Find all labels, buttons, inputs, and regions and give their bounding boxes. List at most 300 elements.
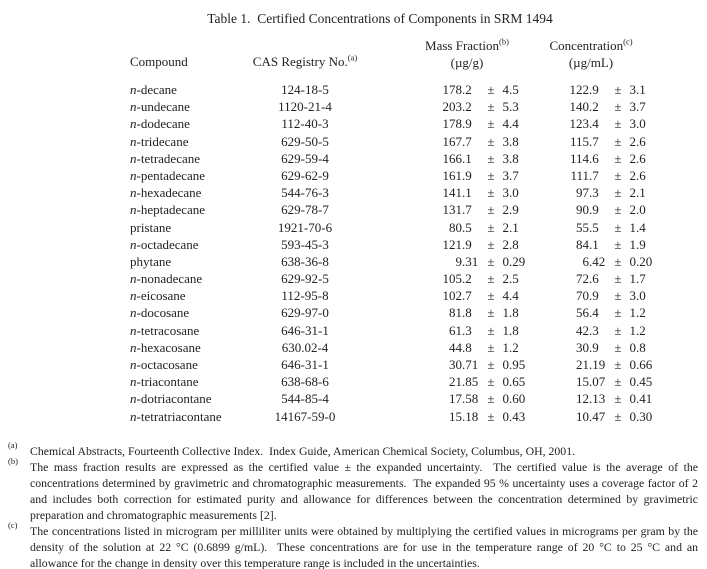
spacer — [0, 390, 130, 407]
cas-cell: 544-76-3 — [281, 185, 329, 201]
mass-int: 9 — [455, 253, 462, 269]
compound-cell — [130, 322, 245, 339]
table-row — [0, 81, 707, 98]
compound-name: -octadecane — [136, 236, 199, 252]
conc-int: 97 — [576, 185, 589, 201]
mass-int: 102 — [442, 288, 462, 304]
plus-minus-sign: ± — [487, 236, 495, 252]
cas-cell: 638-68-6 — [281, 374, 329, 390]
mass-unc-frac: .8 — [509, 150, 519, 166]
mass-unc-int: 0 — [502, 408, 509, 424]
compound-cell — [130, 236, 245, 253]
compound-name: -docosane — [136, 305, 190, 321]
conc-unc-int: 1 — [629, 219, 636, 235]
plus-minus-sign: ± — [487, 133, 495, 149]
conc-unc-int: 2 — [629, 167, 636, 183]
compound-cell — [130, 219, 245, 236]
compound-prefix: n — [130, 357, 137, 372]
footnote-text: Chemical Abstracts, Fourteenth Collective Index. Index Guide, American Chemical Society, Columbus, OH, 2001. — [30, 444, 576, 458]
plus-minus-sign: ± — [614, 219, 622, 235]
mass-frac: .58 — [462, 391, 479, 407]
conc-frac: .2 — [589, 99, 599, 115]
conc-unc-int: 2 — [629, 133, 636, 149]
plus-minus-sign: ± — [487, 374, 495, 390]
plus-minus-sign: ± — [487, 202, 495, 218]
plus-minus-sign: ± — [487, 116, 495, 132]
conc-int: 84 — [576, 236, 589, 252]
table-row — [0, 356, 707, 373]
conc-unc-frac: .6 — [636, 150, 646, 166]
mass-unc-int: 5 — [502, 99, 509, 115]
mass-fraction-unit: (µg/g) — [450, 55, 484, 70]
compound-cell — [130, 339, 245, 356]
compound-prefix: n — [130, 236, 137, 252]
mass-int: 141 — [442, 185, 462, 201]
conc-frac: .6 — [589, 271, 599, 287]
conc-unc-frac: .2 — [636, 305, 646, 321]
conc-int: 12 — [576, 391, 589, 407]
compound-prefix: n — [130, 133, 137, 149]
plus-minus-sign: ± — [614, 271, 622, 287]
conc-unc-int: 0 — [629, 339, 636, 355]
plus-minus-sign: ± — [614, 253, 622, 269]
plus-minus-sign: ± — [487, 271, 495, 287]
cas-cell: 646-31-1 — [281, 322, 329, 338]
compound-cell — [130, 81, 245, 98]
table-row — [0, 115, 707, 132]
conc-unc-int: 1 — [629, 305, 636, 321]
conc-frac: .4 — [589, 305, 599, 321]
spacer — [0, 304, 130, 321]
conc-frac: .9 — [589, 202, 599, 218]
compound-cell — [130, 201, 245, 218]
conc-unc-int: 0 — [629, 391, 636, 407]
plus-minus-sign: ± — [614, 391, 622, 407]
conc-unc-int: 2 — [629, 202, 636, 218]
cas-header-footnote-marker: (a) — [347, 52, 358, 63]
conc-frac: .07 — [589, 374, 606, 390]
mass-frac: .5 — [462, 219, 472, 235]
mass-unc-int: 1 — [502, 305, 509, 321]
table-row — [0, 98, 707, 115]
conc-frac: .3 — [589, 322, 599, 338]
plus-minus-sign: ± — [614, 305, 622, 321]
mass-unc-frac: .1 — [509, 219, 519, 235]
mass-frac: .18 — [462, 408, 479, 424]
spacer — [0, 253, 130, 270]
mass-int: 131 — [442, 202, 462, 218]
conc-unc-frac: .8 — [636, 339, 646, 355]
conc-unc-int: 2 — [629, 185, 636, 201]
conc-int: 122 — [569, 82, 589, 97]
plus-minus-sign: ± — [614, 288, 622, 304]
column-header-cas — [225, 54, 385, 70]
plus-minus-sign: ± — [487, 150, 495, 166]
table-row — [0, 304, 707, 321]
mass-frac: .9 — [462, 116, 472, 132]
spacer — [0, 287, 130, 304]
conc-unc-frac: .1 — [636, 82, 646, 97]
conc-unc-int: 0 — [629, 374, 636, 390]
mass-unc-frac: .5 — [509, 82, 519, 97]
plus-minus-sign: ± — [614, 202, 622, 218]
mass-unc-int: 1 — [502, 322, 509, 338]
mass-unc-frac: .9 — [509, 202, 519, 218]
mass-unc-int: 0 — [502, 391, 509, 407]
conc-unc-int: 1 — [629, 236, 636, 252]
conc-frac: .3 — [589, 185, 599, 201]
plus-minus-sign: ± — [487, 339, 495, 355]
conc-int: 123 — [569, 116, 589, 132]
compound-name: -undecane — [136, 99, 190, 115]
conc-frac: .9 — [589, 82, 599, 97]
conc-frac: .42 — [589, 253, 606, 269]
compound-cell — [130, 408, 245, 425]
mass-int: 166 — [442, 150, 462, 166]
mass-unc-int: 2 — [502, 219, 509, 235]
compound-cell — [130, 115, 245, 132]
compound-name: -tetratriacontane — [136, 408, 222, 424]
plus-minus-sign: ± — [487, 322, 495, 338]
mass-unc-int: 4 — [502, 288, 509, 304]
conc-unc-frac: .6 — [636, 133, 646, 149]
conc-unc-int: 3 — [629, 288, 636, 304]
plus-minus-sign: ± — [614, 116, 622, 132]
compound-prefix: n — [130, 99, 137, 115]
conc-unc-int: 3 — [629, 82, 636, 97]
conc-unc-int: 1 — [629, 322, 636, 338]
spacer — [0, 184, 130, 201]
cas-cell: 630.02-4 — [281, 339, 329, 355]
concentration-header-label: Concentration — [549, 38, 624, 53]
conc-int: 10 — [576, 408, 589, 424]
compound-prefix: n — [130, 271, 137, 287]
conc-int: 30 — [576, 339, 589, 355]
compound-prefix: n — [130, 202, 137, 218]
table-row — [0, 270, 707, 287]
cas-cell: 1120-21-4 — [278, 99, 332, 115]
compound-cell — [130, 167, 245, 184]
plus-minus-sign: ± — [614, 82, 622, 97]
conc-int: 72 — [576, 271, 589, 287]
table-row — [0, 133, 707, 150]
plus-minus-sign: ± — [487, 167, 495, 183]
spacer — [0, 339, 130, 356]
conc-frac: .19 — [589, 357, 606, 372]
plus-minus-sign: ± — [487, 82, 495, 97]
conc-int: 6 — [582, 253, 589, 269]
mass-frac: .85 — [462, 374, 479, 390]
mass-frac: .2 — [462, 271, 472, 287]
mass-fraction-header-label: Mass Fraction — [425, 38, 500, 53]
conc-frac: .9 — [589, 288, 599, 304]
plus-minus-sign: ± — [487, 219, 495, 235]
mass-unc-frac: .95 — [509, 357, 526, 372]
conc-unc-int: 3 — [629, 116, 636, 132]
mass-unc-int: 3 — [502, 150, 509, 166]
mass-unc-frac: .8 — [509, 236, 519, 252]
compound-name: -eicosane — [136, 288, 186, 304]
conc-frac: .4 — [589, 116, 599, 132]
compound-prefix: n — [130, 391, 137, 407]
spacer — [0, 133, 130, 150]
mass-unc-frac: .7 — [509, 167, 519, 183]
compound-prefix: n — [130, 185, 137, 201]
plus-minus-sign: ± — [487, 253, 495, 269]
mass-frac: .1 — [462, 150, 472, 166]
conc-unc-frac: .4 — [636, 219, 646, 235]
conc-frac: .6 — [589, 150, 599, 166]
mass-int: 17 — [449, 391, 462, 407]
mass-frac: .9 — [462, 236, 472, 252]
plus-minus-sign: ± — [614, 357, 622, 372]
conc-unc-frac: .9 — [636, 236, 646, 252]
table-row — [0, 373, 707, 390]
compound-prefix: n — [130, 116, 137, 132]
mass-int: 80 — [449, 219, 462, 235]
mass-unc-int: 4 — [502, 116, 509, 132]
cas-cell: 629-50-5 — [281, 133, 329, 149]
mass-unc-frac: .43 — [509, 408, 526, 424]
mass-unc-frac: .4 — [509, 288, 519, 304]
mass-int: 61 — [449, 322, 462, 338]
mass-frac: .9 — [462, 167, 472, 183]
table-row — [0, 184, 707, 201]
compound-cell — [130, 98, 245, 115]
mass-frac: .31 — [462, 253, 479, 269]
compound-name: -dotriacontane — [136, 391, 212, 407]
compound-prefix: n — [130, 322, 137, 338]
plus-minus-sign: ± — [614, 99, 622, 115]
spacer — [0, 270, 130, 287]
cas-cell: 544-85-4 — [281, 391, 329, 407]
mass-int: 81 — [449, 305, 462, 321]
conc-unc-frac: .66 — [636, 357, 653, 372]
table-row — [0, 322, 707, 339]
conc-frac: .13 — [589, 391, 606, 407]
mass-int: 178 — [442, 82, 462, 97]
plus-minus-sign: ± — [614, 408, 622, 424]
table-row — [0, 201, 707, 218]
conc-frac: .7 — [589, 167, 599, 183]
plus-minus-sign: ± — [487, 391, 495, 407]
plus-minus-sign: ± — [614, 322, 622, 338]
mass-unc-frac: .60 — [509, 391, 526, 407]
cas-cell: 112-40-3 — [281, 116, 329, 132]
compound-name: pristane — [130, 219, 172, 235]
mass-int: 15 — [449, 408, 462, 424]
compound-name: -heptadecane — [136, 202, 206, 218]
mass-frac: .2 — [462, 82, 472, 97]
conc-unc-int: 1 — [629, 271, 636, 287]
spacer — [0, 98, 130, 115]
mass-unc-frac: .8 — [509, 133, 519, 149]
spacer — [0, 81, 130, 98]
spacer — [0, 115, 130, 132]
table-row — [0, 219, 707, 236]
compound-cell — [130, 373, 245, 390]
mass-frac: .8 — [462, 305, 472, 321]
spacer — [0, 201, 130, 218]
mass-unc-int: 1 — [502, 339, 509, 355]
mass-int: 161 — [442, 167, 462, 183]
compound-prefix: n — [130, 82, 137, 97]
cas-cell: 124-18-5 — [281, 82, 329, 97]
cas-cell: 638-36-8 — [281, 253, 329, 269]
compound-prefix: n — [130, 339, 137, 355]
conc-int: 70 — [576, 288, 589, 304]
table-row — [0, 408, 707, 425]
cas-cell: 1921-70-6 — [277, 219, 333, 235]
conc-int: 55 — [576, 219, 589, 235]
compound-name: -nonadecane — [136, 271, 203, 287]
conc-unc-frac: .41 — [636, 391, 653, 407]
plus-minus-sign: ± — [487, 288, 495, 304]
mass-int: 21 — [449, 374, 462, 390]
compound-cell — [130, 287, 245, 304]
compound-cell — [130, 150, 245, 167]
compound-name: phytane — [130, 253, 172, 269]
cas-cell: 629-92-5 — [281, 271, 329, 287]
conc-frac: .1 — [589, 236, 599, 252]
spacer — [0, 150, 130, 167]
conc-int: 56 — [576, 305, 589, 321]
conc-int: 114 — [569, 150, 589, 166]
conc-frac: .5 — [589, 219, 599, 235]
footnotes — [8, 440, 700, 569]
mass-unc-frac: .8 — [509, 322, 519, 338]
compound-cell — [130, 304, 245, 321]
mass-unc-int: 2 — [502, 236, 509, 252]
compound-prefix: n — [130, 288, 137, 304]
mass-unc-int: 4 — [502, 82, 509, 97]
compound-name: -dodecane — [136, 116, 190, 132]
cas-cell: 629-62-9 — [281, 167, 329, 183]
conc-unc-frac: .7 — [636, 99, 646, 115]
mass-unc-int: 0 — [502, 374, 509, 390]
cas-header-label: CAS Registry No. — [252, 54, 348, 69]
cas-cell: 629-78-7 — [281, 202, 329, 218]
plus-minus-sign: ± — [614, 167, 622, 183]
compound-name: -tridecane — [136, 133, 189, 149]
mass-unc-int: 2 — [502, 271, 509, 287]
conc-unc-int: 0 — [629, 253, 636, 269]
spacer — [0, 373, 130, 390]
footnote: (a) Chemical Abstracts, Fourteenth Collective Index. Index Guide, American Chemical Society, Columbus, OH, 2001. — [8, 440, 576, 458]
spacer — [0, 322, 130, 339]
mass-int: 105 — [442, 271, 462, 287]
conc-frac: .9 — [589, 339, 599, 355]
conc-unc-frac: .0 — [636, 288, 646, 304]
spacer — [0, 356, 130, 373]
mass-frac: .71 — [462, 357, 479, 372]
mass-frac: .1 — [462, 185, 472, 201]
conc-int: 90 — [576, 202, 589, 218]
cas-cell: 112-95-8 — [281, 288, 329, 304]
table-row — [0, 339, 707, 356]
mass-unc-int: 2 — [502, 202, 509, 218]
conc-frac: .47 — [589, 408, 606, 424]
conc-frac: .7 — [589, 133, 599, 149]
conc-unc-int: 3 — [629, 99, 636, 115]
mass-unc-frac: .65 — [509, 374, 526, 390]
footnote-text: The concentrations listed in microgram per milliliter units were obtained by multiplying the certified values in micrograms per gram by the density of the solution at 22 °C (0.6899 g/mL). These concentrations are for use in the temperature range of 20 °C to 25 °C and an allowance for the change in density over this temperature range is included in the uncertainties. — [30, 524, 698, 569]
plus-minus-sign: ± — [614, 133, 622, 149]
mass-frac: .2 — [462, 99, 472, 115]
conc-unc-frac: .0 — [636, 116, 646, 132]
mass-unc-frac: .29 — [509, 253, 526, 269]
conc-unc-int: 2 — [629, 150, 636, 166]
conc-unc-frac: .0 — [636, 202, 646, 218]
compound-prefix: n — [130, 305, 137, 321]
plus-minus-sign: ± — [487, 408, 495, 424]
concentration-footnote-marker: (c) — [623, 36, 633, 47]
column-header-compound: Compound — [130, 54, 188, 69]
cas-cell: 646-31-1 — [281, 357, 329, 372]
mass-int: 167 — [442, 133, 462, 149]
conc-unc-int: 0 — [629, 408, 636, 424]
compound-prefix: n — [130, 408, 137, 424]
table-title: Table 1. Certified Concentrations of Components in SRM 1494 — [207, 11, 553, 26]
mass-fraction-footnote-marker: (b) — [499, 36, 509, 47]
compound-cell — [130, 184, 245, 201]
compound-cell — [130, 253, 245, 270]
mass-unc-frac: .3 — [509, 99, 519, 115]
mass-unc-frac: .2 — [509, 339, 519, 355]
mass-unc-int: 3 — [502, 133, 509, 149]
concentration-header-line — [511, 37, 671, 54]
compound-cell — [130, 270, 245, 287]
mass-unc-frac: .4 — [509, 116, 519, 132]
conc-int: 115 — [569, 133, 589, 149]
mass-frac: .7 — [462, 133, 472, 149]
spacer — [0, 219, 130, 236]
mass-unc-int: 0 — [502, 357, 509, 372]
plus-minus-sign: ± — [614, 150, 622, 166]
mass-frac: .3 — [462, 322, 472, 338]
compound-cell — [130, 356, 245, 373]
mass-frac: .7 — [462, 202, 472, 218]
spacer — [0, 236, 130, 253]
compound-prefix: n — [130, 374, 137, 390]
table-row — [0, 287, 707, 304]
conc-unc-frac: .20 — [636, 253, 653, 269]
conc-unc-frac: .7 — [636, 271, 646, 287]
compound-prefix: n — [130, 150, 137, 166]
mass-frac: .8 — [462, 339, 472, 355]
mass-unc-int: 0 — [502, 253, 509, 269]
compound-name: -octacosane — [136, 357, 198, 372]
mass-int: 30 — [449, 357, 462, 372]
compound-name: -decane — [136, 82, 177, 97]
conc-int: 42 — [576, 322, 589, 338]
cas-cell: 629-59-4 — [281, 150, 329, 166]
plus-minus-sign: ± — [487, 357, 495, 372]
mass-unc-int: 3 — [502, 185, 509, 201]
compound-name: -triacontane — [136, 374, 199, 390]
mass-unc-frac: .8 — [509, 305, 519, 321]
table-row — [0, 253, 707, 270]
plus-minus-sign: ± — [487, 99, 495, 115]
table-row — [0, 150, 707, 167]
cas-cell: 629-97-0 — [281, 305, 329, 321]
conc-int: 21 — [576, 357, 589, 372]
mass-unc-int: 3 — [502, 167, 509, 183]
compound-name: -tetracosane — [136, 322, 200, 338]
conc-unc-frac: .45 — [636, 374, 653, 390]
plus-minus-sign: ± — [487, 185, 495, 201]
conc-unc-frac: .1 — [636, 185, 646, 201]
